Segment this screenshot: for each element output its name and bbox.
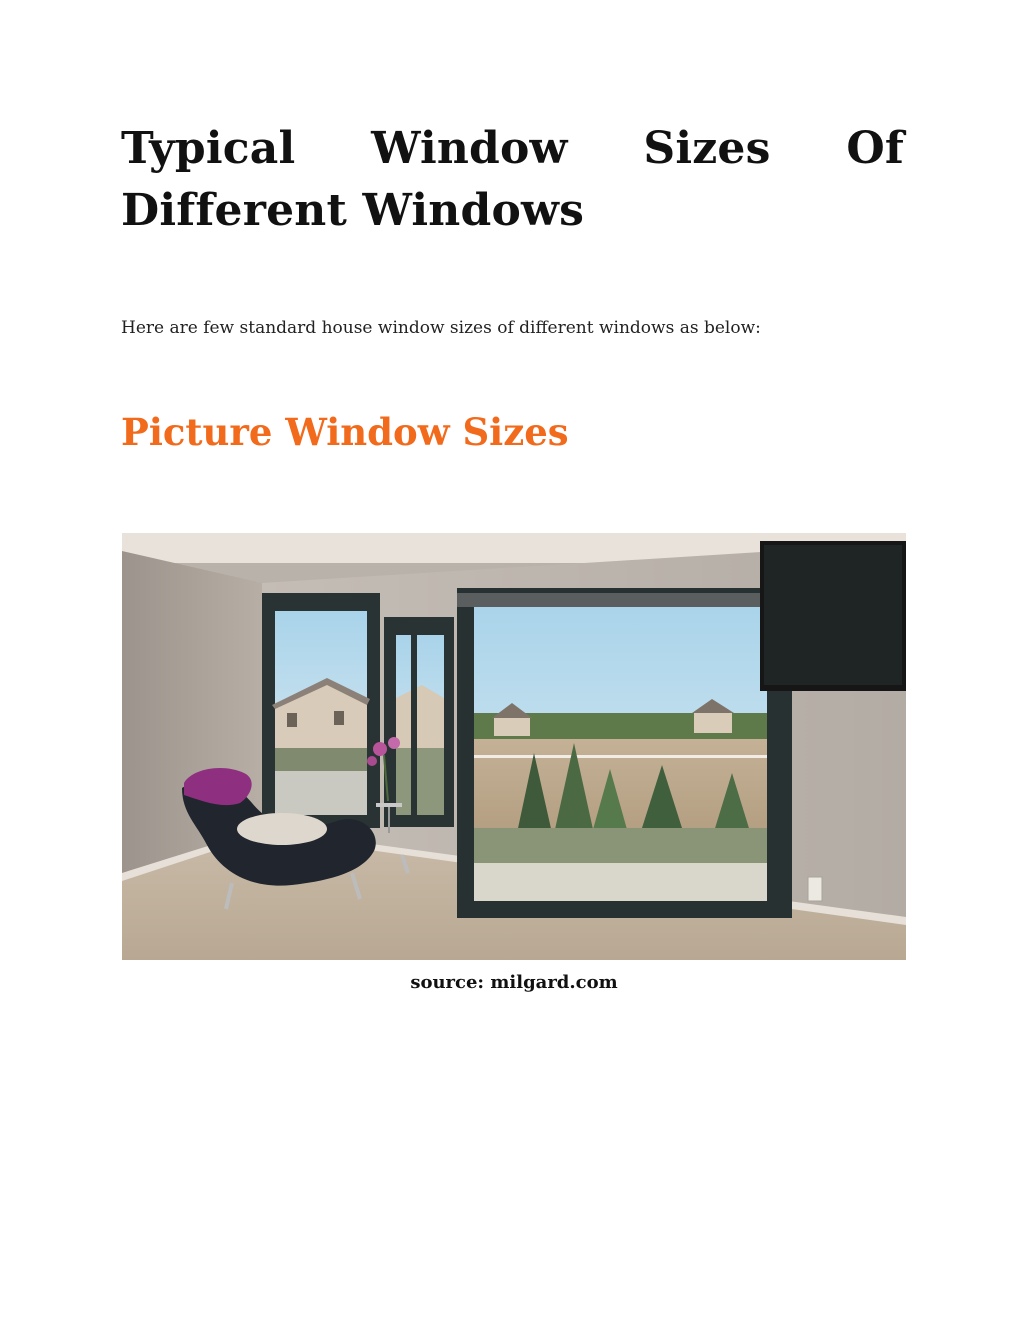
image-caption: source: milgard.com — [410, 972, 618, 993]
section-heading: Picture Window Sizes — [121, 410, 569, 454]
intro-paragraph: Here are few standard house window sizes of different windows as below: — [121, 318, 761, 338]
page-title: Typical Window Sizes Of Different Windows — [121, 123, 904, 236]
picture-window-photo — [122, 533, 906, 960]
